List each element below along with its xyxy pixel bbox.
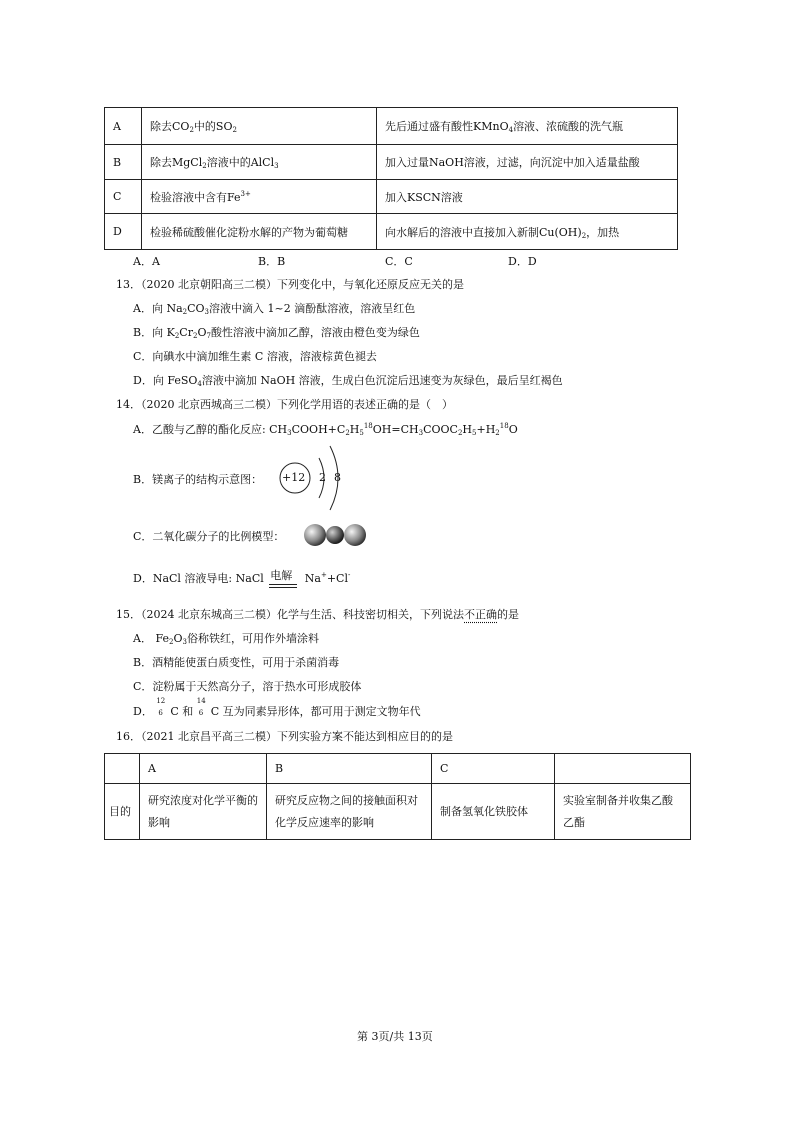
q15-option-c[interactable]: C．淀粉属于天然高分子，溶于热水可形成胶体 (133, 680, 362, 693)
shell-1-count: 2 (319, 471, 326, 484)
row-label: B (105, 145, 142, 180)
row-label: A (105, 108, 142, 145)
header-empty (105, 754, 140, 784)
co2-model-icon (303, 522, 367, 548)
co2-space-filling-model (303, 522, 367, 548)
method-cell: 先后通过盛有酸性KMnO$_4$溶液、浓硫酸的洗气瓶 (377, 108, 678, 145)
experiment-table (104, 753, 691, 840)
q14-option-c[interactable]: C．二氧化碳分子的比例模型： (133, 530, 285, 543)
row-label-purpose: 目的 (105, 784, 140, 840)
q13-option-d[interactable]: D．向 FeSO$_4$溶液中滴加 NaOH 溶液，生成白色沉淀后迅速变为灰绿色，最后呈红褐色 (133, 374, 563, 388)
electrolysis-label: 电解 (270, 569, 293, 582)
option-d[interactable]: D．D (508, 255, 537, 268)
header-d (555, 754, 691, 784)
option-c[interactable]: C．C (385, 255, 413, 268)
q15-stem: 15．（2024 北京东城高三二模）化学与生活、科技密切相关，下列说法不正确的是 (116, 608, 519, 621)
option-b[interactable]: B．B (258, 255, 286, 268)
q14-option-a[interactable]: A．乙酸与乙醇的酯化反应: $CH_3COOH+C_2H_5^{18}OH=CH_3COOC_2H_5+H_2^{18}O$ (133, 422, 518, 437)
method-cell: 加入KSCN溶液 (377, 180, 678, 214)
nucleus-charge: +12 (282, 471, 306, 484)
q14-stem: 14．（2020 北京西城高三二模）下列化学用语的表述正确的是（ ） (116, 398, 453, 411)
purpose-cell: 检验溶液中含有$Fe^{3+}$ (142, 180, 377, 214)
q15-option-d[interactable]: D． 12 6 C 和 14 6 C 互为同素异形体，都可用于测定文物年代 (133, 697, 421, 718)
q13-stem: 13．（2020 北京朝阳高三二模）下列变化中，与氧化还原反应无关的是 (116, 278, 464, 291)
method-cell: 加入过量NaOH溶液，过滤，向沉淀中加入适量盐酸 (377, 145, 678, 180)
shell-2-count: 8 (334, 471, 341, 484)
header-c: C (432, 754, 555, 784)
q12-options (133, 253, 537, 269)
emphasis-not-correct: 不正确 (464, 608, 497, 621)
q13-option-b[interactable]: B．向 $K_2Cr_2O_7$酸性溶液中滴加乙醇，溶液由橙色变为绿色 (133, 326, 420, 340)
q16-stem: 16．（2021 北京昌平高三二模）下列实验方案不能达到相应目的的是 (116, 730, 453, 743)
cell-a: 研究浓度对化学平衡的影响 (140, 784, 267, 840)
option-a[interactable]: A．A (133, 255, 160, 268)
q14-option-d[interactable]: D．NaCl 溶液导电: NaCl 电解 Na++Cl- (133, 570, 350, 586)
q13-option-a[interactable]: A．向 $Na_2CO_3$溶液中滴入 1~2 滴酚酞溶液，溶液呈红色 (133, 302, 416, 316)
purpose-cell: 除去$CO_2$中的$SO_2$ (142, 108, 377, 145)
q14-option-b[interactable]: B．镁离子的结构示意图： (133, 473, 263, 486)
page-footer: 第 3页/共 13页 (357, 1030, 433, 1043)
q13-option-c[interactable]: C．向碘水中滴加维生素 C 溶液，溶液棕黄色褪去 (133, 350, 377, 363)
purpose-cell: 除去MgCl$_2$溶液中的AlCl$_3$ (142, 145, 377, 180)
header-a: A (140, 754, 267, 784)
q15-option-a[interactable]: A． $Fe_2O_3$俗称铁红，可用作外墙涂料 (133, 632, 319, 646)
purpose-cell: 检验稀硫酸催化淀粉水解的产物为葡萄糖 (142, 214, 377, 250)
header-b: B (267, 754, 432, 784)
cell-b: 研究反应物之间的接触面积对化学反应速率的影响 (267, 784, 432, 840)
row-label: C (105, 180, 142, 214)
method-cell: 向水解后的溶液中直接加入新制$Cu(OH)_2$，加热 (377, 214, 678, 250)
cell-c: 制备氢氧化铁胶体 (432, 784, 555, 840)
row-label: D (105, 214, 142, 250)
options-table (104, 107, 678, 250)
q15-option-b[interactable]: B．酒精能使蛋白质变性，可用于杀菌消毒 (133, 656, 340, 669)
cell-d: 实验室制备并收集乙酸乙酯 (555, 784, 691, 840)
mg-ion-structure-diagram (276, 444, 356, 514)
